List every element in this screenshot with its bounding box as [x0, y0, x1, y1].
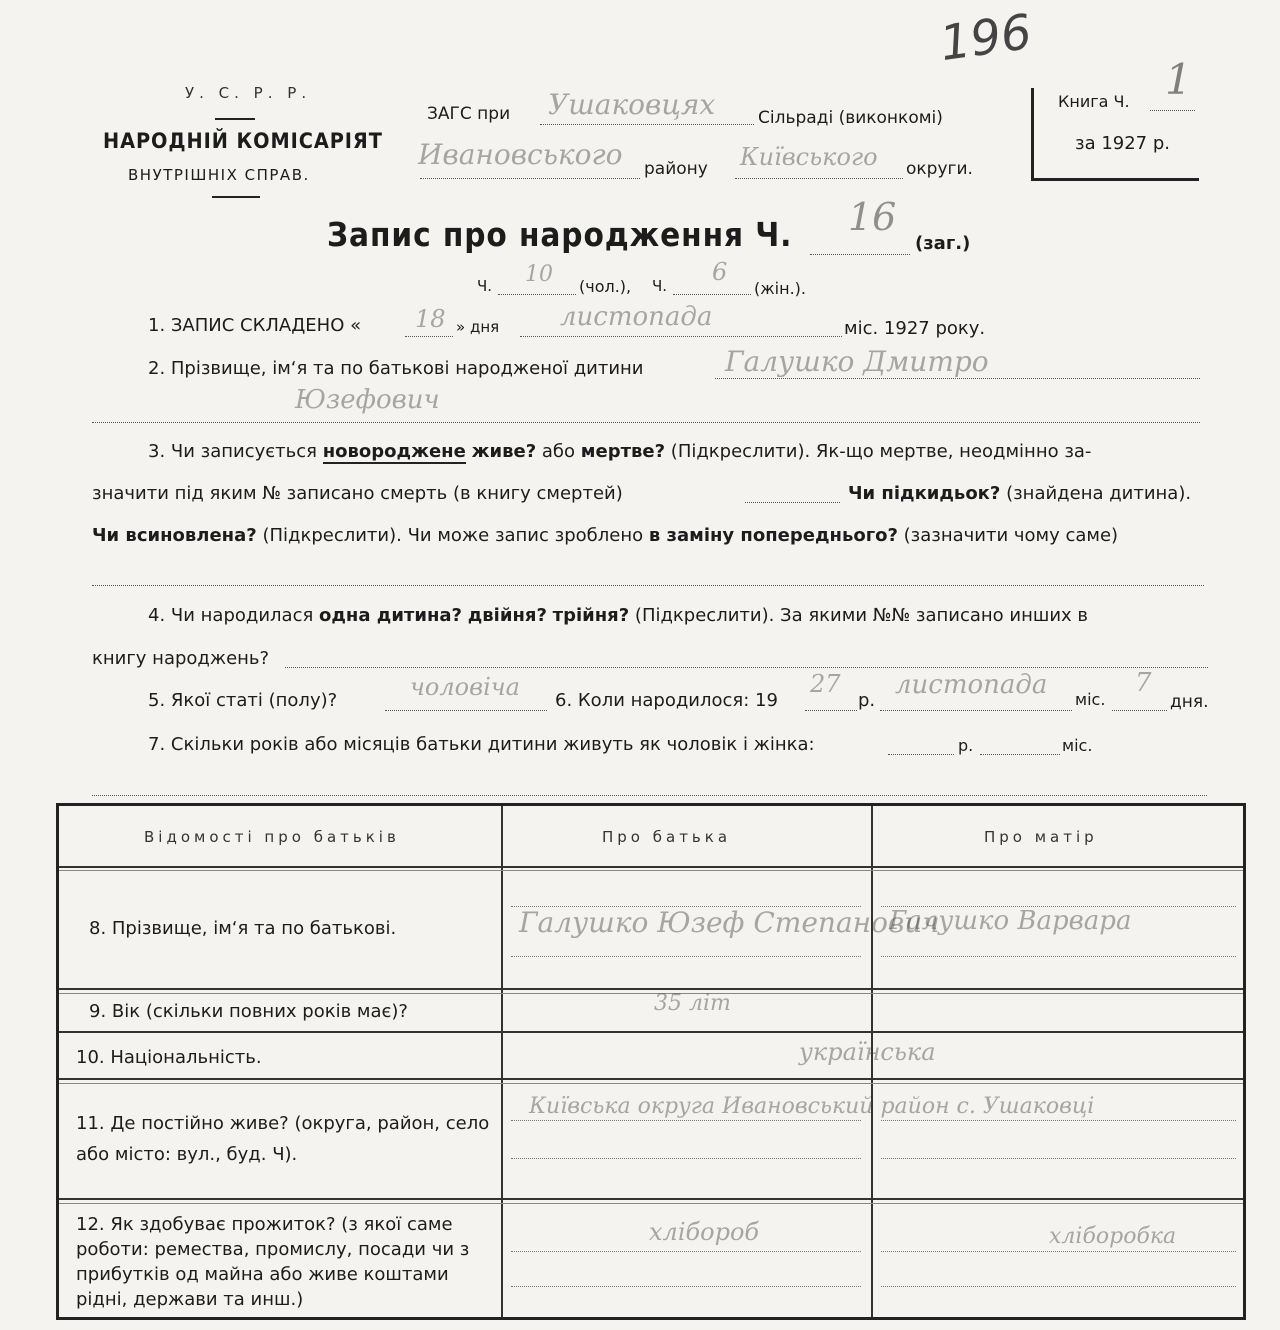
item6-year-suffix: р.: [858, 690, 876, 711]
record-total-suffix: (заг.): [915, 233, 971, 254]
row11-mother-field-2[interactable]: [881, 1158, 1236, 1159]
item1-prefix: 1. ЗАПИС СКЛАДЕНО «: [148, 315, 362, 336]
item2-field-1[interactable]: [715, 378, 1200, 379]
header-divider-bottom: [212, 196, 260, 198]
item4-single: одна дитина?: [319, 605, 463, 626]
commissariat-title: НАРОДНІЙ КОМІСАРІЯТ: [103, 129, 383, 153]
header-mother: Про матір: [984, 828, 1098, 846]
item3-alive: живе?: [471, 441, 537, 462]
item3-line3d: (зазначити чому саме): [903, 525, 1119, 546]
item3-line1: [148, 441, 1091, 462]
village-field[interactable]: [540, 124, 754, 125]
item3-dead: мертве?: [580, 441, 666, 462]
row12-label: 12. Як здобуває прожиток? (з якої саме роботи: ремества, промислу, посади чи з прибутків од майна або живе коштами рідні, держави та инш.): [76, 1214, 470, 1310]
item2-handwriting-1: Галушко Дмитро: [725, 345, 989, 378]
female-number-prefix: Ч.: [652, 277, 668, 295]
item5-sex-field[interactable]: [385, 710, 547, 711]
row8-divider: [59, 988, 1243, 990]
item3-foundling: Чи підкидьок?: [848, 483, 1001, 504]
row10-label: 10. Національність.: [76, 1047, 262, 1068]
item7-months-field[interactable]: [980, 754, 1060, 755]
item3-f: (Підкреслити). Як-що мертве, неодмінно за-: [670, 441, 1092, 462]
row8-mother-handwriting: Галушко Варвара: [889, 906, 1132, 936]
item3-adopted: Чи всиновлена?: [92, 525, 257, 546]
item5-text: 5. Якої статі (полу)?: [148, 690, 338, 711]
row11-divider-2: [59, 1203, 1243, 1204]
row8-divider-2: [59, 993, 1243, 994]
item1-month-field[interactable]: [520, 336, 842, 337]
row11-father-field-1[interactable]: [511, 1120, 861, 1121]
female-number-field[interactable]: [673, 294, 751, 295]
table-header-divider: [59, 866, 1243, 868]
item3-a: 3. Чи записується: [148, 441, 317, 462]
item3-found-child: (знайдена дитина).: [1006, 483, 1192, 504]
district-label: району: [644, 159, 708, 179]
book-number-field[interactable]: [1150, 110, 1195, 111]
item7-extra-field[interactable]: [92, 795, 1207, 796]
item2-text: 2. Прізвище, ім‘я та по батькові народженої дитини: [148, 358, 644, 379]
row11-father-field-2[interactable]: [511, 1158, 861, 1159]
book-year-label: за 1927 р.: [1075, 133, 1171, 154]
item7-years-field[interactable]: [888, 754, 954, 755]
item5-handwriting: чоловіча: [410, 673, 520, 701]
item6-month-suffix: міс.: [1075, 690, 1106, 709]
row10-father-handwriting: українська: [799, 1038, 936, 1066]
item7-years-suffix: р.: [958, 736, 974, 755]
header-father: Про батька: [602, 828, 732, 846]
table-header-divider-2: [59, 870, 1243, 871]
village-handwriting: Ушаковцях: [548, 88, 716, 121]
item3-reason-field[interactable]: [92, 585, 1204, 586]
row9-father-handwriting: 35 літ: [654, 991, 731, 1016]
parents-table: [56, 803, 1246, 1320]
item3-death-number-field[interactable]: [745, 502, 840, 503]
item3-newborn: новороджене: [322, 441, 466, 462]
village-council-label: Сільраді (виконкомі): [758, 108, 943, 128]
item3-line3: [92, 525, 1118, 546]
row10-divider: [59, 1078, 1243, 1080]
row8-father-field-1[interactable]: [511, 906, 861, 907]
item3-line3b: (Підкреслити). Чи може запис зроблено: [262, 525, 644, 546]
item3-line2: [92, 483, 623, 504]
row12-father-handwriting: хлібороб: [649, 1218, 760, 1246]
record-number-handwriting: 16: [848, 195, 897, 239]
row8-father-field-2[interactable]: [511, 956, 861, 957]
item1-suffix: міс. 1927 року.: [844, 318, 986, 339]
row8-mother-field-2[interactable]: [881, 956, 1236, 957]
okrug-label: округи.: [906, 159, 973, 179]
item4-twins: двійня?: [467, 605, 547, 626]
item4-line1: [148, 605, 1088, 626]
item6-month-handwriting: листопада: [895, 670, 1048, 700]
zags-label: ЗАГС при: [427, 104, 511, 124]
header-parents-info: Відомості про батьків: [144, 828, 400, 846]
item1-day-handwriting: 18: [415, 305, 446, 333]
row9-label: 9. Вік (скільки повних років має)?: [89, 1001, 408, 1022]
row11-mother-field-1[interactable]: [881, 1120, 1236, 1121]
row8-mother-field-1[interactable]: [881, 906, 1236, 907]
row10-divider-2: [59, 1083, 1243, 1084]
male-suffix: (чол.),: [579, 277, 632, 296]
row12-mother-field-1[interactable]: [881, 1251, 1236, 1252]
row11-label: 11. Де постійно живе? (округа, район, село або місто: вул., буд. Ч).: [76, 1113, 490, 1165]
item2-handwriting-2: Юзефович: [295, 385, 440, 415]
district-handwriting: Ивановського: [418, 138, 623, 171]
okrug-field[interactable]: [735, 178, 903, 179]
row9-divider: [59, 1031, 1243, 1033]
item6-day-field[interactable]: [1112, 710, 1167, 711]
female-suffix: (жін.).: [754, 279, 806, 298]
female-number-handwriting: 6: [712, 258, 728, 286]
item3-replacement: в заміну попереднього?: [648, 525, 898, 546]
male-number-handwriting: 10: [525, 262, 553, 287]
record-title: Запис про народження Ч.: [327, 215, 793, 254]
row11-divider: [59, 1198, 1243, 1200]
male-number-prefix: Ч.: [477, 277, 493, 295]
book-number-handwriting: 1: [1165, 55, 1192, 104]
row8-label: 8. Прізвище, ім‘я та по батькові.: [89, 918, 397, 939]
item6-prefix: 6. Коли народилося: 19: [555, 690, 778, 711]
row11-father-handwriting: Київська округа Ивановський район с. Ушаковці: [529, 1094, 1095, 1119]
item6-year-field[interactable]: [805, 710, 857, 711]
item7-text: 7. Скільки років або місяців батьки дитини живуть як чоловік і жінка:: [148, 734, 815, 755]
item1-day-field[interactable]: [405, 336, 453, 337]
row12-mother-field-2[interactable]: [881, 1286, 1236, 1287]
ministry-label: ВНУТРІШНІХ СПРАВ.: [128, 166, 310, 184]
item4-e: (Підкреслити). За якими №№ записано инших в: [634, 605, 1089, 626]
item4-other-numbers-field[interactable]: [285, 667, 1208, 668]
okrug-handwriting: Київського: [740, 143, 878, 171]
item6-month-field[interactable]: [880, 710, 1072, 711]
item1-month-handwriting: листопада: [560, 302, 713, 332]
row12-mother-handwriting: хліборобка: [1049, 1224, 1177, 1249]
item4-a: 4. Чи народилася: [148, 605, 314, 626]
male-number-field[interactable]: [498, 294, 576, 295]
book-number-label: Книга Ч.: [1058, 92, 1130, 111]
item6-day-handwriting: 7: [1135, 668, 1152, 698]
item6-year-handwriting: 27: [810, 670, 841, 698]
row12-father-field-2[interactable]: [511, 1286, 861, 1287]
item3-or: або: [541, 441, 576, 462]
item1-mid: » дня: [456, 318, 500, 336]
item7-months-suffix: міс.: [1062, 736, 1093, 755]
district-field[interactable]: [420, 178, 640, 179]
item4-line2: книгу народжень?: [92, 648, 270, 669]
record-number-field[interactable]: [810, 254, 910, 255]
item3-line2-right: [848, 483, 1191, 504]
row8-father-handwriting: Галушко Юзеф Степанович: [519, 906, 940, 939]
row12-father-field-1[interactable]: [511, 1251, 861, 1252]
item2-field-2[interactable]: [92, 422, 1200, 423]
table-column-divider-1: [501, 806, 503, 1317]
page-number: 196: [936, 3, 1036, 73]
item6-day-suffix: дня.: [1170, 692, 1209, 712]
state-label: У. С. Р. Р.: [185, 84, 312, 102]
header-divider: [215, 118, 255, 120]
item3-line2a: значити під яким № записано смерть (в книгу смертей): [92, 483, 623, 504]
item4-triplets: трійня?: [552, 605, 630, 626]
